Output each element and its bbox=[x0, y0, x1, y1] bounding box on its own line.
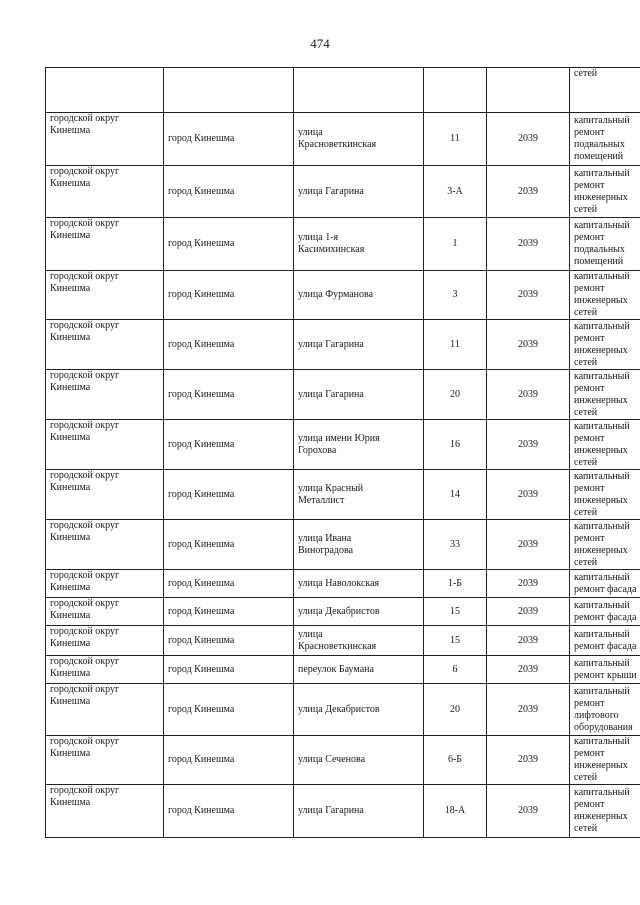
cell-municipality bbox=[46, 218, 164, 271]
repair-schedule-table bbox=[45, 67, 640, 838]
cell-municipality bbox=[46, 68, 164, 113]
continuation-row bbox=[46, 68, 640, 113]
cell-street-text: улица Декабристов bbox=[298, 703, 380, 715]
cell-municipality bbox=[46, 684, 164, 736]
cell-street-text: улица Наволокская bbox=[298, 577, 380, 589]
cell-house bbox=[424, 736, 487, 785]
cell-city-text: город Кинешма bbox=[168, 538, 235, 550]
cell-year-text: 2039 bbox=[518, 289, 538, 300]
cell-municipality-text: городской округ Кинешма bbox=[50, 370, 120, 393]
cell-street-text: улица Гагарина bbox=[298, 338, 364, 350]
cell-work-type-text: капитальный ремонт крыши bbox=[574, 657, 637, 681]
cell-work-type-text: капитальный ремонт инженерных сетей bbox=[574, 420, 630, 468]
cell-municipality-text: городской округ Кинешма bbox=[50, 113, 120, 136]
table-row bbox=[46, 420, 640, 470]
work-type-text: сетей bbox=[574, 68, 598, 79]
cell-year-text: 2039 bbox=[518, 805, 538, 816]
cell-municipality bbox=[46, 736, 164, 785]
cell-year-text: 2039 bbox=[518, 663, 538, 675]
cell-year bbox=[487, 68, 570, 113]
cell-municipality-text: городской округ Кинешма bbox=[50, 420, 120, 443]
cell-municipality bbox=[46, 626, 164, 656]
cell-municipality-text: городской округ Кинешма bbox=[50, 166, 120, 189]
cell-year bbox=[487, 320, 570, 370]
cell-street-text: улица Красноветкинская bbox=[298, 628, 377, 652]
cell-city-text: город Кинешма bbox=[168, 805, 235, 816]
cell-year bbox=[487, 420, 570, 470]
cell-street bbox=[294, 218, 424, 271]
cell-year-text: 2039 bbox=[518, 703, 538, 715]
cell-house-text: 3 bbox=[452, 289, 458, 300]
cell-city-text: город Кинешма bbox=[168, 577, 235, 589]
cell-work-type-text: капитальный ремонт лифтового оборудования bbox=[574, 685, 633, 733]
cell-work-type-text: капитальный ремонт фасада bbox=[574, 628, 637, 652]
cell-year-text: 2039 bbox=[518, 754, 538, 765]
cell-street-text: улица Гагарина bbox=[298, 388, 364, 400]
cell-street-text: улица Ивана Виноградова bbox=[298, 532, 354, 556]
cell-city-text: город Кинешма bbox=[168, 488, 235, 500]
cell-year bbox=[487, 370, 570, 420]
cell-municipality bbox=[46, 520, 164, 570]
cell-street-text: улица Сеченова bbox=[298, 754, 366, 765]
cell-house-text: 1-Б bbox=[447, 577, 463, 589]
cell-city-text: город Кинешма bbox=[168, 703, 235, 715]
cell-city bbox=[164, 570, 294, 598]
table-row bbox=[46, 218, 640, 271]
cell-house-text: 6 bbox=[452, 663, 458, 675]
cell-year bbox=[487, 598, 570, 626]
cell-year-text: 2039 bbox=[518, 185, 538, 197]
cell-house-text: 15 bbox=[450, 634, 460, 646]
cell-city bbox=[164, 320, 294, 370]
table-row bbox=[46, 570, 640, 598]
table-row bbox=[46, 736, 640, 785]
cell-house-text: 20 bbox=[450, 388, 460, 400]
cell-municipality-text: городской округ Кинешма bbox=[50, 520, 120, 543]
cell-municipality bbox=[46, 166, 164, 218]
cell-house bbox=[424, 570, 487, 598]
cell-street bbox=[294, 320, 424, 370]
cell-work-type-text: капитальный ремонт фасада bbox=[574, 599, 637, 623]
cell-municipality bbox=[46, 570, 164, 598]
cell-street-text: улица Гагарина bbox=[298, 185, 364, 197]
cell-year-text: 2039 bbox=[518, 238, 538, 249]
cell-house bbox=[424, 271, 487, 320]
cell-house bbox=[424, 520, 487, 570]
cell-house bbox=[424, 68, 487, 113]
table-row bbox=[46, 320, 640, 370]
cell-city bbox=[164, 470, 294, 520]
table-row bbox=[46, 470, 640, 520]
cell-municipality bbox=[46, 420, 164, 470]
cell-city bbox=[164, 598, 294, 626]
cell-municipality-text: городской округ Кинешма bbox=[50, 320, 120, 343]
cell-house bbox=[424, 656, 487, 684]
cell-house-text: 6-Б bbox=[447, 754, 463, 765]
cell-work-type-text: капитальный ремонт инженерных сетей bbox=[574, 167, 630, 215]
cell-municipality bbox=[46, 785, 164, 838]
cell-work-type bbox=[570, 68, 640, 113]
cell-municipality-text: городской округ Кинешма bbox=[50, 598, 120, 621]
cell-city bbox=[164, 271, 294, 320]
cell-work-type bbox=[570, 370, 640, 420]
table-row bbox=[46, 684, 640, 736]
cell-house-text: 15 bbox=[450, 605, 460, 617]
table-row bbox=[46, 520, 640, 570]
cell-year bbox=[487, 785, 570, 838]
table-row bbox=[46, 271, 640, 320]
cell-municipality bbox=[46, 598, 164, 626]
cell-year-text: 2039 bbox=[518, 488, 538, 500]
cell-municipality-text: городской округ Кинешма bbox=[50, 570, 120, 593]
cell-street bbox=[294, 570, 424, 598]
cell-work-type-text: капитальный ремонт фасада bbox=[574, 571, 637, 595]
cell-city-text: город Кинешма bbox=[168, 338, 235, 350]
cell-year bbox=[487, 470, 570, 520]
cell-street-text: улица Декабристов bbox=[298, 605, 380, 617]
cell-year bbox=[487, 626, 570, 656]
cell-street-text: переулок Баумана bbox=[298, 663, 374, 675]
cell-year-text: 2039 bbox=[518, 338, 538, 350]
cell-street bbox=[294, 420, 424, 470]
table-row bbox=[46, 598, 640, 626]
cell-city-text: город Кинешма bbox=[168, 438, 235, 450]
cell-city-text: город Кинешма bbox=[168, 185, 235, 197]
table-row bbox=[46, 626, 640, 656]
cell-year bbox=[487, 736, 570, 785]
cell-municipality-text: городской округ Кинешма bbox=[50, 470, 120, 493]
cell-municipality bbox=[46, 656, 164, 684]
cell-city-text: город Кинешма bbox=[168, 388, 235, 400]
cell-work-type-text: капитальный ремонт инженерных сетей bbox=[574, 271, 630, 318]
cell-city bbox=[164, 68, 294, 113]
cell-house-text: 11 bbox=[450, 133, 460, 144]
cell-city bbox=[164, 166, 294, 218]
cell-city-text: город Кинешма bbox=[168, 133, 235, 144]
cell-city-text: город Кинешма bbox=[168, 289, 235, 300]
table-row bbox=[46, 656, 640, 684]
cell-work-type-text: капитальный ремонт инженерных сетей bbox=[574, 787, 630, 834]
cell-work-type-text: капитальный ремонт инженерных сетей bbox=[574, 736, 630, 783]
cell-year bbox=[487, 656, 570, 684]
cell-work-type bbox=[570, 271, 640, 320]
cell-year bbox=[487, 570, 570, 598]
cell-municipality-text: городской округ Кинешма bbox=[50, 656, 120, 679]
cell-city bbox=[164, 736, 294, 785]
cell-municipality bbox=[46, 113, 164, 166]
cell-year bbox=[487, 684, 570, 736]
cell-house bbox=[424, 166, 487, 218]
cell-city bbox=[164, 113, 294, 166]
cell-work-type-text: капитальный ремонт инженерных сетей bbox=[574, 470, 630, 518]
cell-work-type-text: капитальный ремонт инженерных сетей bbox=[574, 520, 630, 568]
cell-city bbox=[164, 520, 294, 570]
cell-street bbox=[294, 626, 424, 656]
cell-house bbox=[424, 684, 487, 736]
cell-street-text: улица Красноветкинская bbox=[298, 127, 377, 150]
cell-work-type-text: капитальный ремонт подвальных помещений bbox=[574, 115, 630, 162]
cell-municipality bbox=[46, 470, 164, 520]
cell-street bbox=[294, 271, 424, 320]
cell-house-text: 18-А bbox=[444, 805, 466, 816]
cell-year bbox=[487, 113, 570, 166]
cell-street bbox=[294, 520, 424, 570]
cell-year bbox=[487, 271, 570, 320]
cell-year-text: 2039 bbox=[518, 577, 538, 589]
cell-city-text: город Кинешма bbox=[168, 605, 235, 617]
cell-year-text: 2039 bbox=[518, 388, 538, 400]
cell-street-text: улица Красный Металлист bbox=[298, 482, 364, 506]
cell-municipality-text: городской округ Кинешма bbox=[50, 736, 120, 759]
cell-street bbox=[294, 470, 424, 520]
cell-house-text: 20 bbox=[450, 703, 460, 715]
cell-house bbox=[424, 370, 487, 420]
cell-city-text: город Кинешма bbox=[168, 238, 235, 249]
cell-house-text: 14 bbox=[450, 488, 460, 500]
table-row bbox=[46, 785, 640, 838]
cell-house-text: 33 bbox=[450, 538, 460, 550]
cell-street-text: улица 1-я Касимихинская bbox=[298, 232, 365, 255]
cell-street bbox=[294, 598, 424, 626]
cell-city bbox=[164, 684, 294, 736]
cell-street-text: улица Гагарина bbox=[298, 805, 364, 816]
cell-year bbox=[487, 520, 570, 570]
cell-work-type bbox=[570, 420, 640, 470]
cell-city bbox=[164, 626, 294, 656]
cell-street bbox=[294, 166, 424, 218]
cell-house bbox=[424, 785, 487, 838]
cell-municipality-text: городской округ Кинешма bbox=[50, 785, 120, 808]
cell-house bbox=[424, 218, 487, 271]
table-body bbox=[46, 68, 640, 838]
cell-city bbox=[164, 218, 294, 271]
cell-street bbox=[294, 736, 424, 785]
cell-house bbox=[424, 626, 487, 656]
cell-street bbox=[294, 68, 424, 113]
cell-municipality-text: городской округ Кинешма bbox=[50, 626, 120, 649]
cell-house bbox=[424, 320, 487, 370]
cell-house-text: 16 bbox=[450, 438, 460, 450]
cell-street-text: улица имени Юрия Горохова bbox=[298, 432, 380, 456]
cell-house bbox=[424, 598, 487, 626]
cell-work-type bbox=[570, 736, 640, 785]
cell-street bbox=[294, 113, 424, 166]
cell-street bbox=[294, 785, 424, 838]
cell-city bbox=[164, 370, 294, 420]
cell-city bbox=[164, 656, 294, 684]
cell-work-type-text: капитальный ремонт инженерных сетей bbox=[574, 320, 630, 368]
cell-year-text: 2039 bbox=[518, 634, 538, 646]
cell-house bbox=[424, 470, 487, 520]
cell-house-text: 11 bbox=[450, 338, 460, 350]
cell-house-text: 1 bbox=[452, 238, 458, 249]
cell-house-text: 3-А bbox=[447, 185, 463, 197]
cell-city bbox=[164, 785, 294, 838]
cell-work-type bbox=[570, 785, 640, 838]
table-row bbox=[46, 370, 640, 420]
cell-work-type bbox=[570, 626, 640, 656]
cell-work-type bbox=[570, 320, 640, 370]
cell-municipality-text: городской округ Кинешма bbox=[50, 684, 120, 707]
cell-city bbox=[164, 420, 294, 470]
cell-city-text: город Кинешма bbox=[168, 634, 235, 646]
cell-city-text: город Кинешма bbox=[168, 663, 235, 675]
cell-street bbox=[294, 656, 424, 684]
cell-work-type bbox=[570, 598, 640, 626]
page-number: 474 bbox=[310, 36, 330, 51]
cell-work-type bbox=[570, 656, 640, 684]
table-row bbox=[46, 113, 640, 166]
cell-street-text: улица Фурманова bbox=[298, 289, 374, 300]
cell-work-type-text: капитальный ремонт инженерных сетей bbox=[574, 370, 630, 418]
cell-work-type bbox=[570, 218, 640, 271]
cell-work-type bbox=[570, 520, 640, 570]
cell-work-type bbox=[570, 166, 640, 218]
cell-work-type bbox=[570, 113, 640, 166]
cell-work-type bbox=[570, 470, 640, 520]
cell-municipality-text: городской округ Кинешма bbox=[50, 218, 120, 241]
cell-work-type-text: капитальный ремонт подвальных помещений bbox=[574, 220, 630, 267]
cell-street bbox=[294, 370, 424, 420]
cell-street bbox=[294, 684, 424, 736]
cell-municipality bbox=[46, 320, 164, 370]
cell-house bbox=[424, 113, 487, 166]
cell-year bbox=[487, 166, 570, 218]
cell-municipality bbox=[46, 271, 164, 320]
table-row bbox=[46, 166, 640, 218]
cell-house bbox=[424, 420, 487, 470]
cell-year bbox=[487, 218, 570, 271]
cell-municipality-text: городской округ Кинешма bbox=[50, 271, 120, 294]
cell-work-type bbox=[570, 684, 640, 736]
cell-municipality bbox=[46, 370, 164, 420]
cell-city-text: город Кинешма bbox=[168, 754, 235, 765]
cell-work-type bbox=[570, 570, 640, 598]
cell-year-text: 2039 bbox=[518, 133, 538, 144]
cell-year-text: 2039 bbox=[518, 605, 538, 617]
cell-year-text: 2039 bbox=[518, 438, 538, 450]
cell-year-text: 2039 bbox=[518, 538, 538, 550]
